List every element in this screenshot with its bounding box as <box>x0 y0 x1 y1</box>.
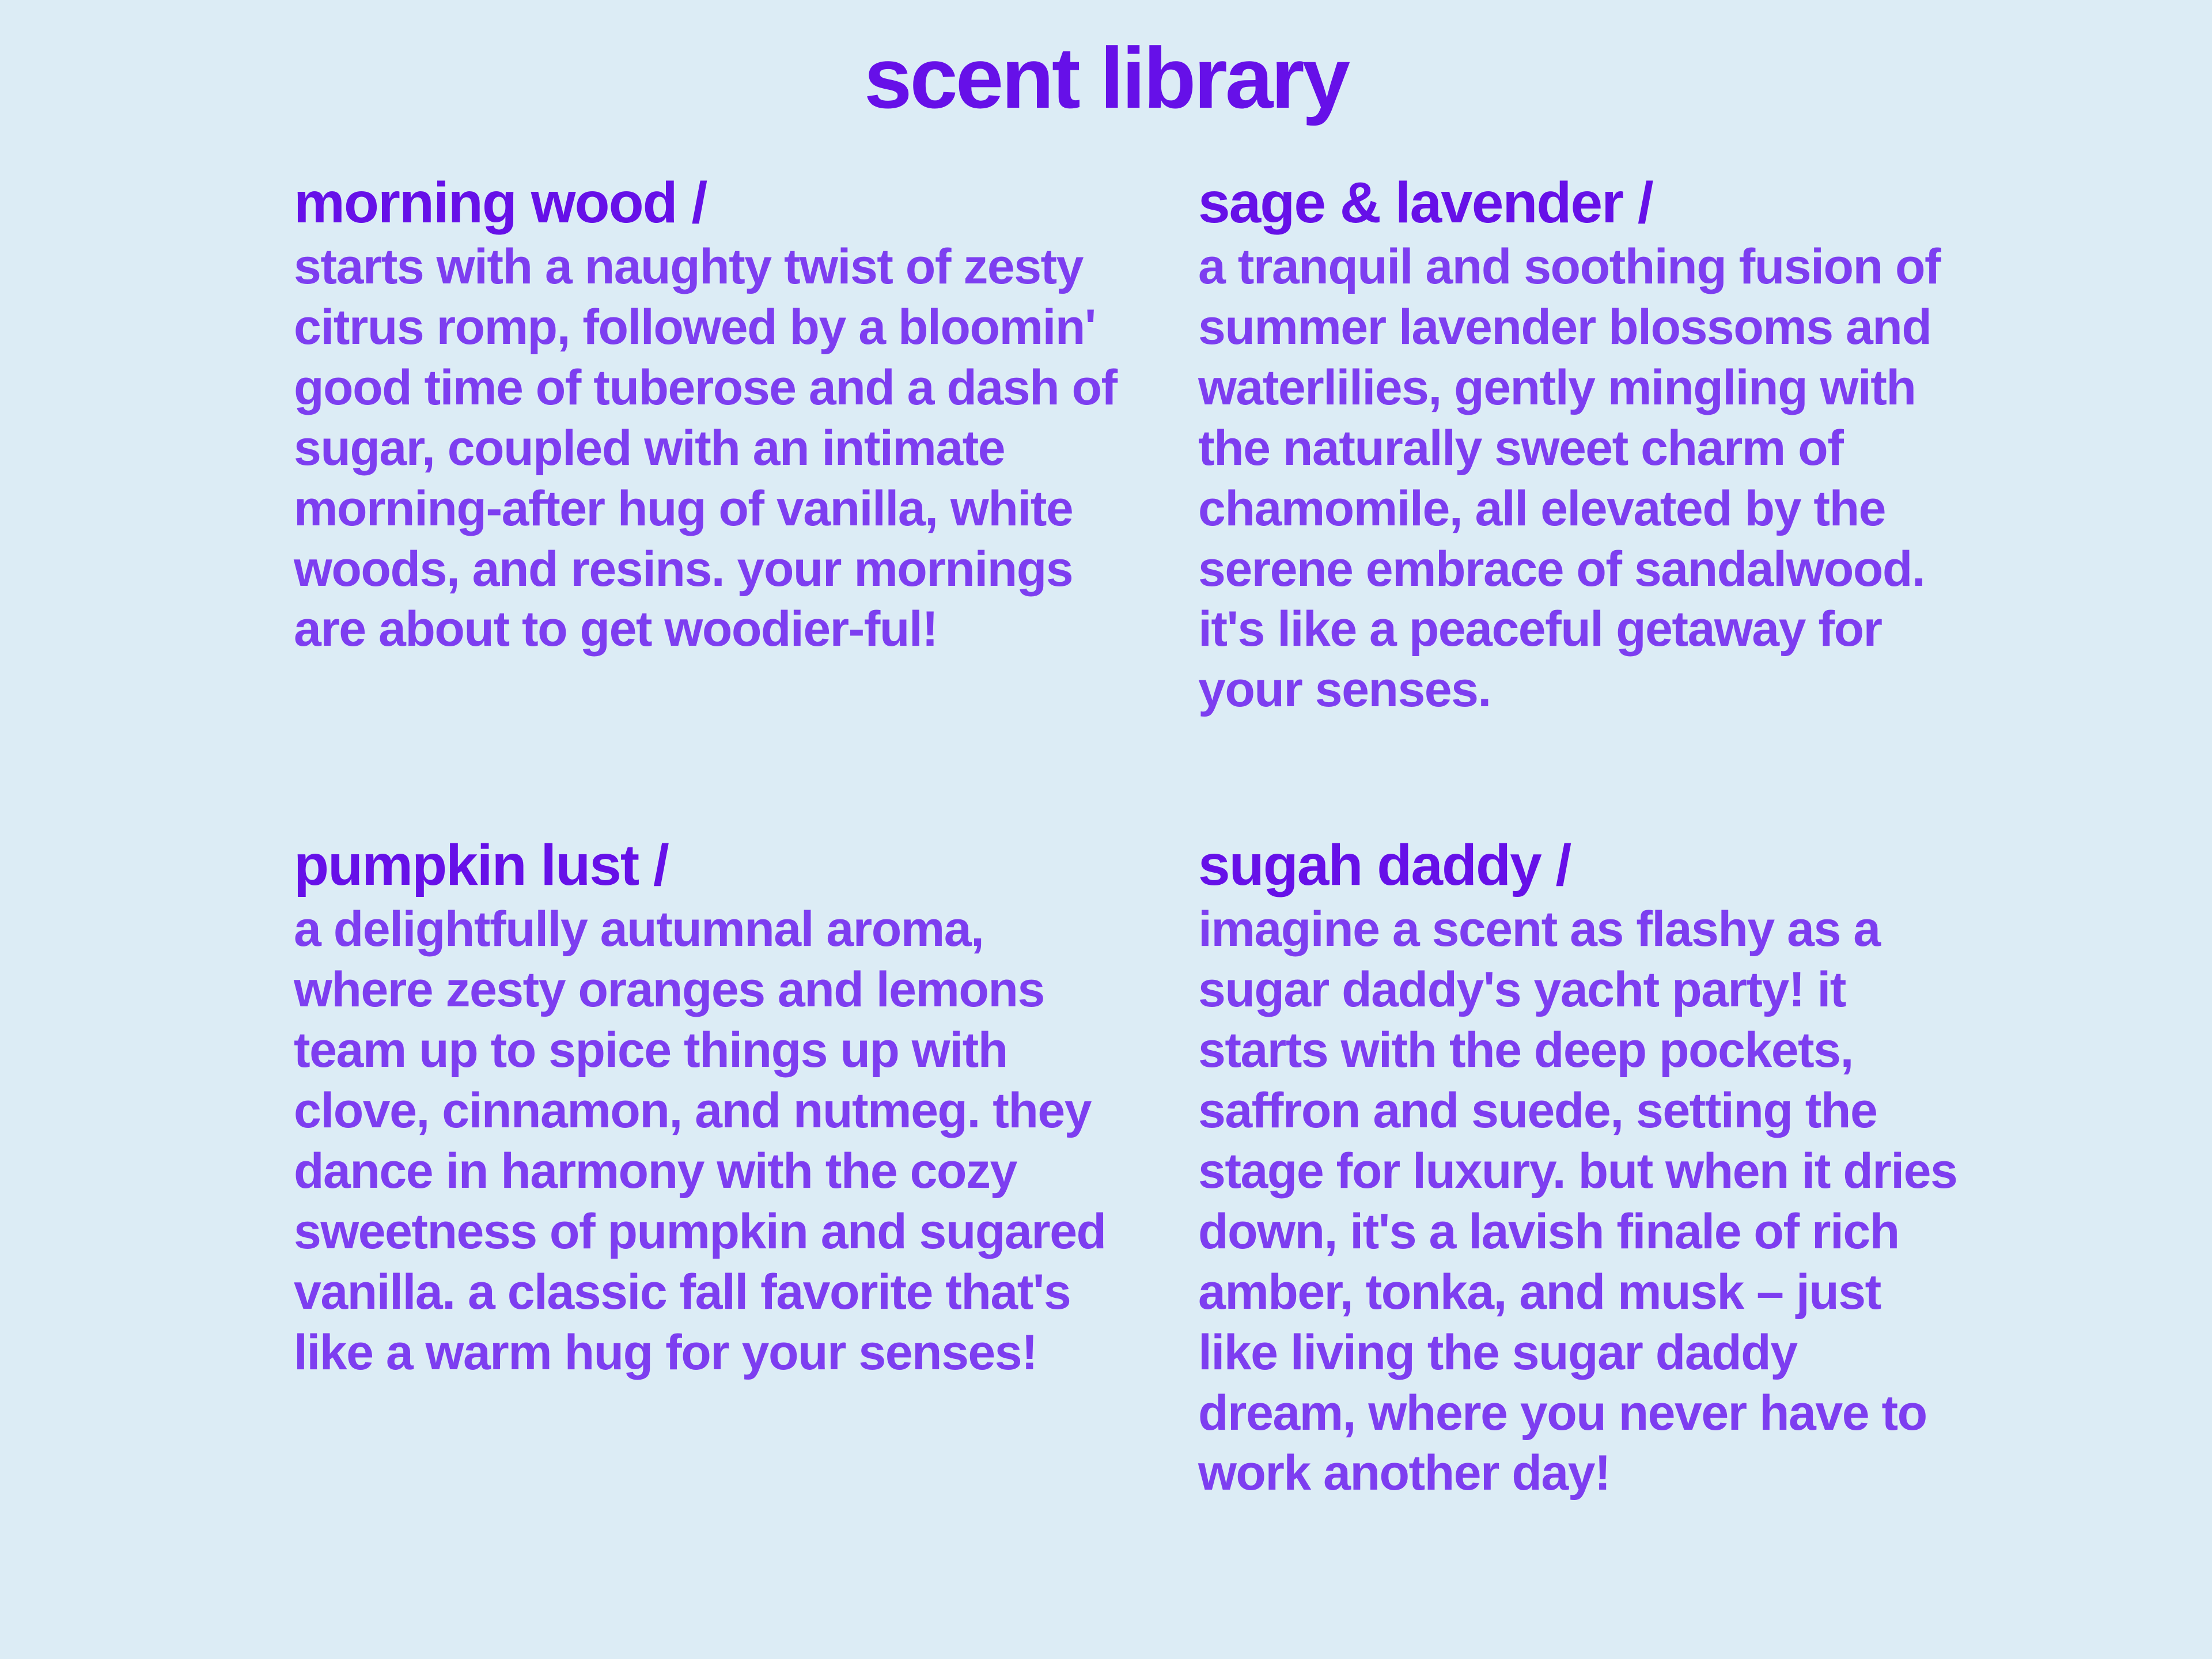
scent-entry-pumpkin-lust <box>294 835 1198 1503</box>
scent-name: sugah daddy / <box>1198 833 1571 898</box>
scent-entry-morning-wood <box>294 173 1198 720</box>
scent-description: a delightfully autumnal aroma, where zesty oranges and lemons team up to spice things up with clove, cinnamon, and nutmeg. they dance in harmony with the cozy sweetness of pumpkin and sugared vanilla. a classic fall favorite that's like a warm hug for your senses! <box>294 902 1106 1380</box>
scent-name: morning wood / <box>294 171 707 235</box>
scent-description: starts with a naughty twist of zesty citrus romp, followed by a bloomin' good time of tuberose and a dash of sugar, coupled with an intimate morning-after hug of vanilla, white woods, and resins. your mornings are about to get woodier-ful! <box>294 239 1117 657</box>
scent-description: imagine a scent as flashy as a sugar daddy's yacht party! it starts with the deep pockets, saffron and suede, setting the stage for luxury. but when it dries down, it's a lavish finale of rich amber, tonka, and musk – just like living the sugar daddy dream, where you never have to work another day! <box>1198 902 1957 1501</box>
scent-entry-sage-and-lavender <box>1198 173 1993 720</box>
scent-description: a tranquil and soothing fusion of summer lavender blossoms and waterlilies, gently mingling with the naturally sweet charm of chamomile, all elevated by the serene embrace of sandalwood. it's like a peaceful getaway for your senses. <box>1198 239 1941 718</box>
scent-entries-grid <box>294 173 1993 1503</box>
scent-name: pumpkin lust / <box>294 833 668 898</box>
scent-name: sage & lavender / <box>1198 171 1653 235</box>
page-title: scent library <box>863 29 1349 126</box>
scent-entry-sugah-daddy <box>1198 835 1993 1503</box>
